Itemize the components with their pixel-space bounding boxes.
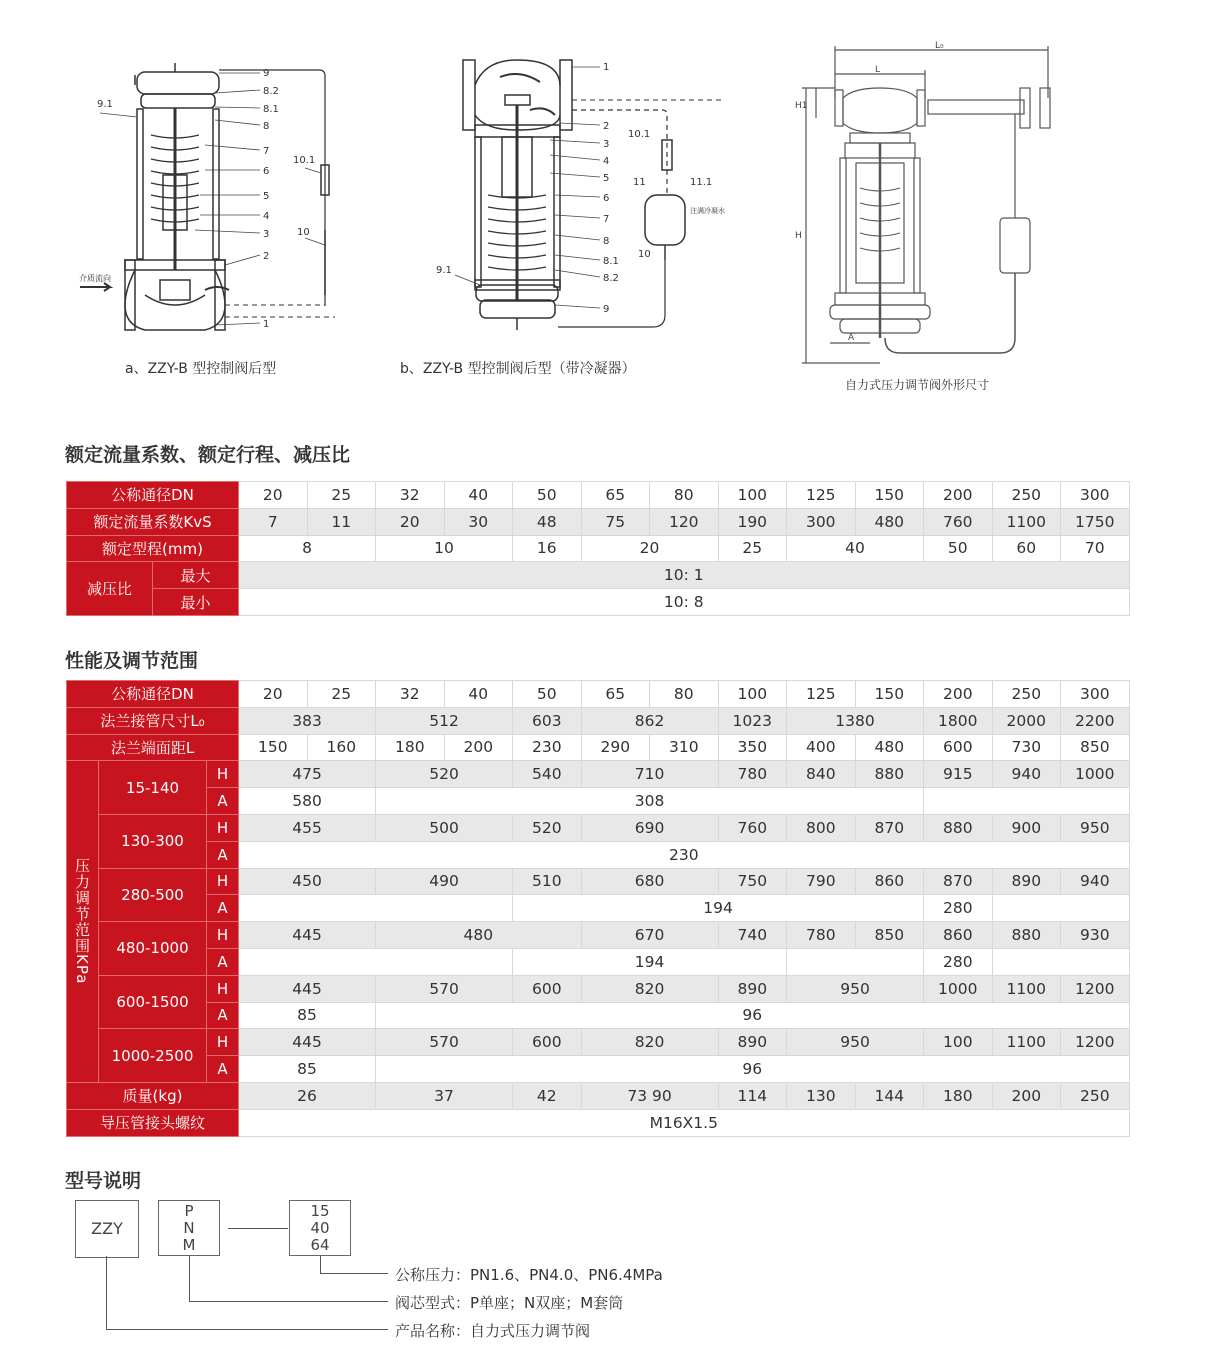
svg-text:2: 2 xyxy=(263,251,270,262)
value-cell: 160 xyxy=(307,734,376,761)
svg-text:3: 3 xyxy=(603,139,610,150)
leader-core-v xyxy=(189,1256,190,1301)
leader-pressure-v xyxy=(320,1256,321,1273)
leader-core-h xyxy=(189,1301,388,1302)
table-row xyxy=(67,841,1130,868)
row-header: 法兰端面距L xyxy=(67,734,239,761)
h-value: 860 xyxy=(855,868,924,895)
h-value: 760 xyxy=(718,814,787,841)
a-value: 96 xyxy=(376,1002,1130,1029)
table-row xyxy=(67,482,1130,509)
h-label: H xyxy=(207,814,239,841)
value-cell: 310 xyxy=(650,734,719,761)
value-cell: 65 xyxy=(581,681,650,708)
h-label: H xyxy=(207,1029,239,1056)
value-cell: 1380 xyxy=(787,707,924,734)
svg-text:11.1: 11.1 xyxy=(690,177,713,188)
h-value: 510 xyxy=(513,868,582,895)
h-value: 600 xyxy=(513,1029,582,1056)
h-value: 490 xyxy=(376,868,513,895)
value-cell: 20 xyxy=(376,508,445,535)
table-row xyxy=(67,1056,1130,1083)
svg-text:8.1: 8.1 xyxy=(263,104,279,115)
value-cell: 300 xyxy=(787,508,856,535)
value-cell: 2000 xyxy=(992,707,1061,734)
value-cell: 150 xyxy=(855,482,924,509)
range-label: 280-500 xyxy=(99,868,207,922)
table-row xyxy=(67,1002,1130,1029)
value-cell: 75 xyxy=(581,508,650,535)
value-cell: 50 xyxy=(513,681,582,708)
h-value: 1100 xyxy=(992,1029,1061,1056)
model-series-code: ZZY xyxy=(91,1219,123,1238)
model-box-core xyxy=(158,1200,220,1256)
section2-title: 性能及调节范围 xyxy=(65,650,199,672)
row-header: 法兰接管尺寸L₀ xyxy=(67,707,239,734)
svg-text:8: 8 xyxy=(263,121,270,132)
h-value: 820 xyxy=(581,975,718,1002)
table-row xyxy=(67,562,1130,589)
h-value: 940 xyxy=(992,761,1061,788)
h-value: 1200 xyxy=(1061,975,1130,1002)
value-cell: 80 xyxy=(650,681,719,708)
h-value: 480 xyxy=(376,922,582,949)
h-value: 445 xyxy=(239,922,376,949)
h-value: 1200 xyxy=(1061,1029,1130,1056)
value-cell: 150 xyxy=(239,734,308,761)
value-cell: 30 xyxy=(444,508,513,535)
h-value: 710 xyxy=(581,761,718,788)
value-cell: 80 xyxy=(650,482,719,509)
h-value: 790 xyxy=(787,868,856,895)
mass-value: 37 xyxy=(376,1082,513,1109)
a-value: 308 xyxy=(376,788,924,815)
range-label: 600-1500 xyxy=(99,975,207,1029)
h-value: 450 xyxy=(239,868,376,895)
value-cell: 512 xyxy=(376,707,513,734)
svg-text:2: 2 xyxy=(603,121,610,132)
h-value: 600 xyxy=(513,975,582,1002)
h-value: 1000 xyxy=(924,975,993,1002)
figure-c-caption: 自力式压力调节阀外形尺寸 xyxy=(845,378,990,392)
mass-value: 130 xyxy=(787,1082,856,1109)
mass-value: 144 xyxy=(855,1082,924,1109)
svg-text:10.1: 10.1 xyxy=(293,155,316,166)
ratio-min-header: 最小 xyxy=(153,589,239,616)
core-code-p: P xyxy=(184,1202,194,1220)
model-connector xyxy=(228,1228,288,1229)
table-row xyxy=(67,814,1130,841)
table-row xyxy=(67,922,1130,949)
thread-value: M16X1.5 xyxy=(239,1109,1130,1136)
value-cell: 20 xyxy=(239,681,308,708)
svg-text:6: 6 xyxy=(603,193,610,204)
value-cell: 40 xyxy=(444,482,513,509)
a-value: 85 xyxy=(239,1056,376,1083)
value-cell: 1800 xyxy=(924,707,993,734)
h-value: 930 xyxy=(1061,922,1130,949)
h-value: 880 xyxy=(992,922,1061,949)
h-value: 540 xyxy=(513,761,582,788)
svg-text:5: 5 xyxy=(263,191,270,202)
svg-text:8.1: 8.1 xyxy=(603,256,619,267)
value-cell: 2200 xyxy=(1061,707,1130,734)
ratio-max-value: 10: 1 xyxy=(239,562,1130,589)
value-cell: 862 xyxy=(581,707,718,734)
value-cell: 32 xyxy=(376,482,445,509)
value-cell: 250 xyxy=(992,482,1061,509)
range-label: 480-1000 xyxy=(99,922,207,976)
svg-text:9: 9 xyxy=(603,304,610,315)
h-value: 520 xyxy=(513,814,582,841)
value-cell: 850 xyxy=(1061,734,1130,761)
svg-text:5: 5 xyxy=(603,173,610,184)
h-value: 680 xyxy=(581,868,718,895)
a-value: 580 xyxy=(239,788,376,815)
core-description: 阀芯型式：P单座；N双座；M套筒 xyxy=(395,1294,624,1312)
svg-text:6: 6 xyxy=(263,166,270,177)
svg-text:9: 9 xyxy=(263,68,270,79)
h-value: 840 xyxy=(787,761,856,788)
h-value: 940 xyxy=(1061,868,1130,895)
value-cell: 60 xyxy=(992,535,1061,562)
value-cell: 100 xyxy=(718,482,787,509)
svg-text:L₀: L₀ xyxy=(935,41,944,51)
value-cell: 200 xyxy=(444,734,513,761)
svg-text:7: 7 xyxy=(603,214,610,225)
value-cell: 200 xyxy=(924,681,993,708)
leader-product-v xyxy=(106,1256,107,1329)
value-cell: 50 xyxy=(513,482,582,509)
value-cell: 120 xyxy=(650,508,719,535)
h-value: 900 xyxy=(992,814,1061,841)
h-value: 915 xyxy=(924,761,993,788)
flow-coefficient-table xyxy=(66,481,1130,616)
svg-text:4: 4 xyxy=(263,211,270,222)
row-header: 公称通径DN xyxy=(67,482,239,509)
h-value: 890 xyxy=(718,975,787,1002)
mass-value: 180 xyxy=(924,1082,993,1109)
a-value xyxy=(992,895,1129,922)
pressure-code-40: 40 xyxy=(310,1219,330,1237)
core-code-m: M xyxy=(182,1236,196,1254)
pressure-description: 公称压力：PN1.6、PN4.0、PN6.4MPa xyxy=(395,1266,663,1284)
value-cell: 25 xyxy=(307,681,376,708)
value-cell: 8 xyxy=(239,535,376,562)
a-value xyxy=(924,788,1130,815)
svg-text:4: 4 xyxy=(603,156,610,167)
value-cell: 125 xyxy=(787,681,856,708)
h-value: 860 xyxy=(924,922,993,949)
a-value: 96 xyxy=(376,1056,1130,1083)
mass-value: 200 xyxy=(992,1082,1061,1109)
svg-text:9.1: 9.1 xyxy=(97,99,113,110)
value-cell: 300 xyxy=(1061,681,1130,708)
figure-a-caption: a、ZZY-B 型控制阀后型 xyxy=(125,361,277,377)
pressure-code-15: 15 xyxy=(310,1202,330,1220)
svg-text:H: H xyxy=(795,231,802,241)
pressure-range-header: 压力调节范围KPa xyxy=(67,761,99,1083)
model-box-series xyxy=(75,1200,139,1258)
h-value: 780 xyxy=(787,922,856,949)
value-cell: 10 xyxy=(376,535,513,562)
h-value: 870 xyxy=(924,868,993,895)
a-value: 194 xyxy=(513,948,787,975)
a-value: 280 xyxy=(924,948,993,975)
a-value: 194 xyxy=(513,895,924,922)
row-header: 额定流量系数KvS xyxy=(67,508,239,535)
svg-text:10: 10 xyxy=(297,227,310,238)
value-cell: 230 xyxy=(513,734,582,761)
table-row xyxy=(67,707,1130,734)
h-value: 850 xyxy=(855,922,924,949)
h-value: 520 xyxy=(376,761,513,788)
value-cell: 600 xyxy=(924,734,993,761)
svg-text:3: 3 xyxy=(263,229,270,240)
mass-value: 114 xyxy=(718,1082,787,1109)
svg-text:1: 1 xyxy=(263,319,270,330)
value-cell: 40 xyxy=(787,535,924,562)
a-label: A xyxy=(207,788,239,815)
h-value: 475 xyxy=(239,761,376,788)
a-value: 280 xyxy=(924,895,993,922)
a-label: A xyxy=(207,841,239,868)
svg-text:8.2: 8.2 xyxy=(603,273,619,284)
svg-text:介质流向: 介质流向 xyxy=(79,274,111,283)
svg-text:注满冷凝水: 注满冷凝水 xyxy=(690,207,725,215)
ratio-min-value: 10: 8 xyxy=(239,589,1130,616)
value-cell: 190 xyxy=(718,508,787,535)
svg-text:8: 8 xyxy=(603,236,610,247)
svg-text:10: 10 xyxy=(638,249,651,260)
row-header: 公称通径DN xyxy=(67,681,239,708)
a-label: A xyxy=(207,895,239,922)
value-cell: 100 xyxy=(718,681,787,708)
value-cell: 20 xyxy=(239,482,308,509)
value-cell: 250 xyxy=(992,681,1061,708)
range-label: 15-140 xyxy=(99,761,207,815)
svg-text:9.1: 9.1 xyxy=(436,265,452,276)
mass-value: 250 xyxy=(1061,1082,1130,1109)
value-cell: 1750 xyxy=(1061,508,1130,535)
figure-b-caption: b、ZZY-B 型控制阀后型（带冷凝器） xyxy=(400,361,636,377)
a-value xyxy=(787,948,924,975)
table-row xyxy=(67,788,1130,815)
h-value: 800 xyxy=(787,814,856,841)
value-cell: 70 xyxy=(1061,535,1130,562)
h-value: 1000 xyxy=(1061,761,1130,788)
table-row xyxy=(67,1109,1130,1136)
model-title: 型号说明 xyxy=(65,1170,142,1192)
h-value: 455 xyxy=(239,814,376,841)
svg-text:L: L xyxy=(875,65,881,75)
ratio-max-header: 最大 xyxy=(153,562,239,589)
h-value: 570 xyxy=(376,975,513,1002)
a-value xyxy=(239,895,513,922)
h-value: 500 xyxy=(376,814,513,841)
value-cell: 290 xyxy=(581,734,650,761)
value-cell: 7 xyxy=(239,508,308,535)
svg-text:H1: H1 xyxy=(795,101,808,111)
value-cell: 48 xyxy=(513,508,582,535)
svg-text:A: A xyxy=(848,333,855,343)
range-label: 1000-2500 xyxy=(99,1029,207,1083)
mass-value: 26 xyxy=(239,1082,376,1109)
value-cell: 16 xyxy=(513,535,582,562)
core-code-n: N xyxy=(183,1219,195,1237)
table-row xyxy=(67,975,1130,1002)
value-cell: 40 xyxy=(444,681,513,708)
h-label: H xyxy=(207,975,239,1002)
table-row xyxy=(67,1082,1130,1109)
model-box-pressure xyxy=(289,1200,351,1256)
leader-pressure-h xyxy=(320,1273,388,1274)
value-cell: 20 xyxy=(581,535,718,562)
table-row xyxy=(67,1029,1130,1056)
h-value: 950 xyxy=(787,975,924,1002)
value-cell: 603 xyxy=(513,707,582,734)
h-value: 740 xyxy=(718,922,787,949)
svg-text:1: 1 xyxy=(603,62,610,73)
value-cell: 480 xyxy=(855,734,924,761)
svg-text:10.1: 10.1 xyxy=(628,129,651,140)
value-cell: 25 xyxy=(307,482,376,509)
value-cell: 180 xyxy=(376,734,445,761)
mass-value: 73 90 xyxy=(581,1082,718,1109)
product-description: 产品名称：自力式压力调节阀 xyxy=(395,1322,591,1340)
value-cell: 125 xyxy=(787,482,856,509)
value-cell: 25 xyxy=(718,535,787,562)
table-row xyxy=(67,761,1130,788)
table-row xyxy=(67,734,1130,761)
a-value: 230 xyxy=(239,841,1130,868)
value-cell: 400 xyxy=(787,734,856,761)
table-row xyxy=(67,948,1130,975)
svg-text:8.2: 8.2 xyxy=(263,86,279,97)
value-cell: 150 xyxy=(855,681,924,708)
leader-product-h xyxy=(106,1329,388,1330)
a-label: A xyxy=(207,1002,239,1029)
range-label: 130-300 xyxy=(99,814,207,868)
table-row xyxy=(67,681,1130,708)
h-label: H xyxy=(207,868,239,895)
table-row xyxy=(67,868,1130,895)
a-value xyxy=(239,948,513,975)
value-cell: 1023 xyxy=(718,707,787,734)
h-value: 950 xyxy=(1061,814,1130,841)
a-value: 85 xyxy=(239,1002,376,1029)
table-row xyxy=(67,508,1130,535)
h-value: 880 xyxy=(924,814,993,841)
h-value: 890 xyxy=(718,1029,787,1056)
value-cell: 350 xyxy=(718,734,787,761)
h-value: 445 xyxy=(239,1029,376,1056)
a-value xyxy=(992,948,1129,975)
thread-header: 导压管接头螺纹 xyxy=(67,1109,239,1136)
h-value: 445 xyxy=(239,975,376,1002)
table-row xyxy=(67,895,1130,922)
table-row xyxy=(67,535,1130,562)
performance-range-table xyxy=(66,680,1130,1137)
h-label: H xyxy=(207,761,239,788)
figure-b-valve-diagram xyxy=(430,55,750,345)
h-value: 780 xyxy=(718,761,787,788)
figure-c-dimension-drawing xyxy=(790,38,1060,368)
value-cell: 50 xyxy=(924,535,993,562)
table-row xyxy=(67,589,1130,616)
row-header: 额定型程(mm) xyxy=(67,535,239,562)
value-cell: 300 xyxy=(1061,482,1130,509)
a-label: A xyxy=(207,948,239,975)
value-cell: 65 xyxy=(581,482,650,509)
h-value: 570 xyxy=(376,1029,513,1056)
value-cell: 760 xyxy=(924,508,993,535)
a-label: A xyxy=(207,1056,239,1083)
ratio-header: 减压比 xyxy=(67,562,153,616)
value-cell: 200 xyxy=(924,482,993,509)
value-cell: 383 xyxy=(239,707,376,734)
h-value: 670 xyxy=(581,922,718,949)
value-cell: 730 xyxy=(992,734,1061,761)
mass-value: 42 xyxy=(513,1082,582,1109)
value-cell: 32 xyxy=(376,681,445,708)
svg-text:11: 11 xyxy=(633,177,646,188)
h-label: H xyxy=(207,922,239,949)
h-value: 690 xyxy=(581,814,718,841)
value-cell: 11 xyxy=(307,508,376,535)
figure-a-valve-diagram xyxy=(75,55,365,345)
value-cell: 1100 xyxy=(992,508,1061,535)
mass-header: 质量(kg) xyxy=(67,1082,239,1109)
section1-title: 额定流量系数、额定行程、减压比 xyxy=(65,444,351,466)
svg-text:7: 7 xyxy=(263,146,270,157)
h-value: 950 xyxy=(787,1029,924,1056)
h-value: 870 xyxy=(855,814,924,841)
value-cell: 480 xyxy=(855,508,924,535)
pressure-code-64: 64 xyxy=(310,1236,330,1254)
h-value: 1100 xyxy=(992,975,1061,1002)
h-value: 750 xyxy=(718,868,787,895)
h-value: 100 xyxy=(924,1029,993,1056)
h-value: 820 xyxy=(581,1029,718,1056)
h-value: 880 xyxy=(855,761,924,788)
h-value: 890 xyxy=(992,868,1061,895)
